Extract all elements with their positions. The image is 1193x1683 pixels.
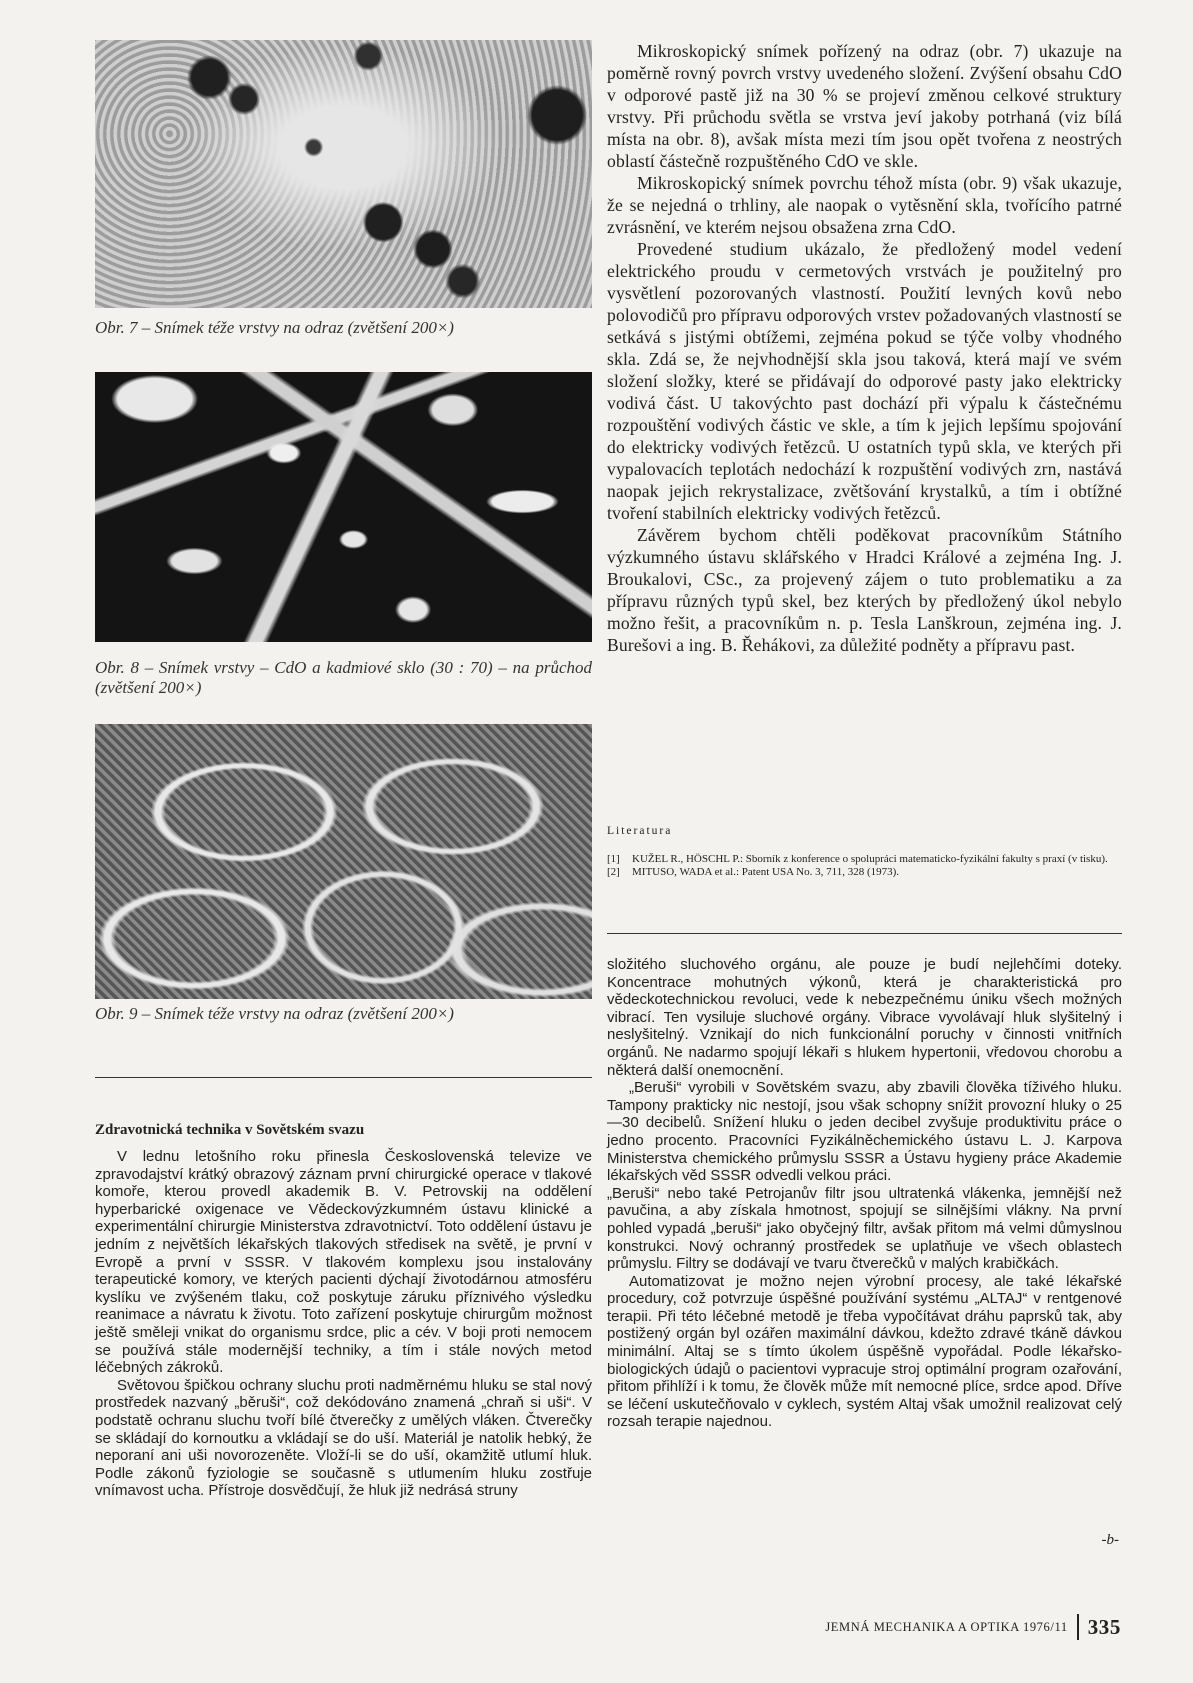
article-paragraph: Světovou špičkou ochrany sluchu proti nadměrnému hluku se stal nový prostředek nazvaný „běruši“, což dekódováno znamená „chraň si uši“. V podstatě ochranu sluchu tvoří bílé čtverečky z umělých vláken. Čtverečky se skládají do kornoutku a vkládají se do uší. Materiál je natolik hebký, že neporaní ani uši novorozeněte. Vloží-li se do uší, okamžitě utlumí hluk. Podle zákonů fyziologie se současně s utlumením hluku zostřuje vnímavost ucha. Přístroje dosvědčují, že hluk již nedrásá struny (95, 1376, 592, 1500)
body-paragraph: Závěrem bychom chtěli poděkovat pracovníkům Státního výzkumného ústavu sklářského v Hradci Králové a zejména Ing. J. Broukalovi, CSc., za projevený zájem o tuto problematiku a za přípravu různých typů skel, bez kterých by předložený úkol nebylo možno řešit, a pracovníkům n. p. Tesla Lanškroun, zejména ing. J. Burešovi a ing. B. Řehákovi, za důležité podněty a přípravu past. (607, 525, 1122, 655)
footer-divider (1077, 1614, 1079, 1640)
figure-7-caption: Obr. 7 – Snímek téže vrstvy na odraz (zvětšení 200×) (95, 318, 454, 337)
reference-number: [2] (607, 866, 620, 878)
section-divider-left (95, 1077, 592, 1078)
reference-text: MITUSO, WADA et al.: Patent USA No. 3, 711, 328 (1973). (632, 866, 900, 878)
article-paragraph: složitého sluchového orgánu, ale pouze je budí nejlehčími doteky. Koncentrace mohutných výkonů, která je charakteristická pro vědeckotechnickou revoluci, vede k nebezpečnému úniku všech možných vibrací. Ten vysiluje sluchové orgány. Vibrace vyvolávají hluk slyšitelný i neslyšitelný. Vznikají do nich funkcionální poruchy v činnosti vnitřních orgánů. Ne nadarmo spojují lékaři s hlukem hypertonii, vředovou chorobu a některá další onemocnění. (607, 956, 1122, 1079)
article-right-column (607, 956, 1122, 1431)
reference-item (607, 866, 1122, 879)
figure-7-micrograph (95, 40, 592, 308)
article-paragraph: Automatizovat je možno nejen výrobní procesy, ale také lékařské procedury, což potvrzuje úspěšné používání systému „ALTAJ“ v rentgenové terapii. Při této léčebné metodě je třeba vypočítávat dráhu paprsků tak, aby postižený orgán byl ozářen maximální dávkou, kdežto zdravé tkáně dávkou minimální. Altaj se s tímto úkolem úspěšně vypořádal. Podle lékařsko-biologických údajů o pacientovi vypracuje stroj optimální program ozařování, přitom přihlíží i k tomu, že člověk může mít nemocné plíce, srdce apod. Dříve se léčení uskutečňovalo v cyklech, systém Altaj však umožnil realizovat celý rozsah terapie najednou. (607, 1272, 1122, 1431)
figure-8-caption: Obr. 8 – Snímek vrstvy – CdO a kadmiové sklo (30 : 70) – na průchod (zvětšení 200×) (95, 658, 592, 697)
article-body-right (607, 40, 1122, 656)
body-paragraph: Mikroskopický snímek povrchu téhož místa (obr. 9) však ukazuje, že se nejedná o trhliny, ale naopak o vytěsnění skla, tvořícího patrné zvrásnění, ve kterém nejsou obsažena zrna CdO. (607, 173, 1122, 237)
journal-name: JEMNÁ MECHANIKA A OPTIKA 1976/11 (825, 1619, 1068, 1634)
article-left-column (95, 1148, 592, 1500)
reference-text: KUŽEL R., HÖSCHL P.: Sborník z konference o spolupráci matematicko-fyzikální fakulty s praxí (v tisku). (632, 853, 1108, 865)
article-paragraph: „Beruši“ vyrobili v Sovětském svazu, aby zbavili člověka tíživého hluku. Tampony prakticky nic nestojí, jsou však schopny snížit provozní hluky o 25—30 decibelů. Snížení hluku o jeden decibel zvyšuje produktivitu práce o jedno procento. Pracovníci Fyzikálněchemického ústavu L. J. Karpova Ministerstva chemického průmyslu SSSR a Ústavu hygieny práce Akademie lékařských věd SSSR odvedli velkou práci. (607, 1079, 1122, 1185)
figure-8-micrograph (95, 372, 592, 642)
page-footer (825, 1614, 1121, 1640)
section-divider-right (607, 933, 1122, 934)
reference-list (607, 853, 1122, 879)
reference-number: [1] (607, 853, 620, 865)
article-paragraph: „Beruši“ nebo také Petrojanův filtr jsou ultratenká vlákenka, jemnější než pavučina, a aby získala hmotnost, spojují se silnějšími vlákny. Na první pohled vypadá „beruši“ jako obyčejný filtr, avšak přitom má velmi důmyslnou konstrukci. Nový ochranný prostředek se uplatňuje ve všech oblastech průmyslu. Filtry se dodávají ve tvaru čtverečků v malých krabičkách. (607, 1184, 1122, 1273)
body-paragraph: Provedené studium ukázalo, že předložený model vedení elektrického proudu v cermetových vrstvách je použitelný pro vysvětlení pozorovaných vlastností. Použití levných kovů nebo polovodičů pro přípravu odporových vrstev požadovaných vlastností se setkává s jistými obtížemi, zejména pokud se týče volby vhodného skla. Zdá se, že nejvhodnější skla jsou taková, která mají ve svém složení složky, které se přidávají do odporové pasty jako elektricky vodivá část. U takovýchto past dochází při výpalu k částečnému rozpouštění vodivých částic ve skle, a tím k jejich lepšímu spojování do elektricky vodivých řetězců. U ostatních typů skla, ve kterých při vypalovacích teplotách nedochází k rozpuštění vodivých zrn, nastává naopak jejich rekrystalizace, zvětšování krystalků, a tím i obtížné tvoření stabilních elektricky vodivých řetězců. (607, 239, 1122, 523)
article-paragraph: V lednu letošního roku přinesla Československá televize ve zpravodajství krátký obrazový záznam první chirurgické operace v tlakové komoře, kterou provedl akademik B. V. Petrovskij na oddělení hyperbarické oxigenace ve Vědeckovýzkumném ústavu klinické a experimentální chirurgie Ministerstva zdravotnictví. Toto oddělení ústavu je jedním z největších lékařských tlakových středisek na světě, je první v Evropě a první v SSSR. V tlakovém komplexu jsou instalovány terapeutické komory, ve kterých pacienti dýchají životodárnou atmosféru kyslíku ve zvýšeném tlaku, což poskytuje záruku příznivého výsledku reanimace a návratu k životu. Toto zařízení poskytuje chirurgům možnost ještě směleji vnikat do organismu srdce, plic a cév. V boji proti nemocem se používá stále modernější techniky, a tím i stále nových metod léčebných zákroků. (95, 1148, 592, 1377)
reference-item (607, 853, 1122, 866)
article-title: Zdravotnická technika v Sovětském svazu (95, 1122, 365, 1138)
author-signature: -b- (1101, 1532, 1119, 1548)
page-number: 335 (1087, 1614, 1121, 1639)
figure-9-caption: Obr. 9 – Snímek téže vrstvy na odraz (zvětšení 200×) (95, 1004, 454, 1023)
body-paragraph: Mikroskopický snímek pořízený na odraz (obr. 7) ukazuje na poměrně rovný povrch vrstvy uvedeného složení. Zvýšení obsahu CdO v odporové pastě již na 30 % se projeví změnou celkové struktury vrstvy. Při průchodu světla se vrstva jeví jakoby potrhaná (viz bílá místa na obr. 8), avšak místa mezi tím jsou opět tvořena z neostrých oblastí částečně rozpuštěného CdO ve skle. (607, 41, 1122, 171)
literature-heading: Literatura (607, 825, 673, 837)
figure-9-micrograph (95, 724, 592, 999)
